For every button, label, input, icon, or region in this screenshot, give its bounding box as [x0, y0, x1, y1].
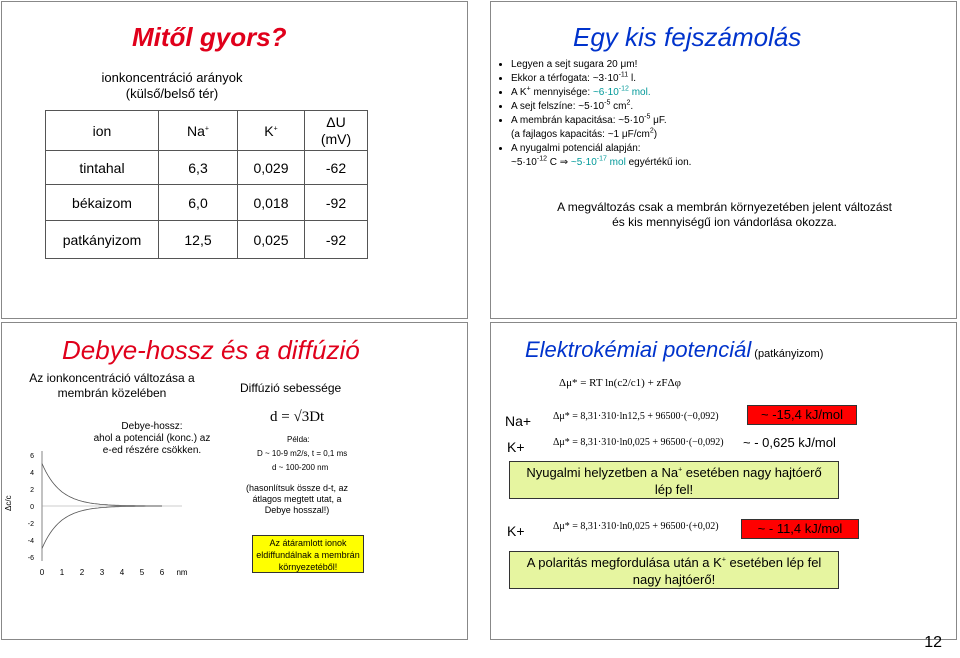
calculation-list [499, 58, 951, 170]
x-tick-label: 4 [119, 568, 125, 577]
k-formula: Δμ* = 8,31·310·ln0,025 + 96500·(−0,092) [553, 437, 724, 448]
header-ion: ion [46, 111, 159, 151]
x-tick-label: 1 [59, 568, 65, 577]
list-item: • A sejt felszíne: $\sim 5\cdot 10^{-5}$ $cm^2$. [511, 100, 951, 114]
subtitle-line-1: ionkoncentráció arányok [101, 70, 243, 85]
diffusion-formula: d = √3Dt [270, 409, 325, 425]
slide-4 [490, 322, 957, 640]
list-item: • A nyugalmi potenciál alapján: $\sim 5\cdot 10^{-12}$ C ⇒ $\sim 5\cdot 10^{-17}$ mol egyértékű ion. [511, 142, 951, 170]
general-formula: Δμ* = RT ln(c2/c1) + zFΔφ [559, 377, 681, 389]
na-result-box: ~ -15,4 kJ/mol [747, 405, 857, 425]
y-tick-label: -2 [27, 521, 34, 528]
positive-curve [42, 464, 162, 506]
slide-4-title: Elektrokémiai potenciál (patkányizom) [525, 337, 824, 362]
na-formula: Δμ* = 8,31·310·ln12,5 + 96500·(−0,092) [553, 411, 719, 422]
na-label: Na+ [505, 413, 532, 429]
debye-definition: Debye-hossz: ahol a potenciál (konc.) az e-ed részére csökken. [93, 421, 211, 456]
y-tick-label: -6 [27, 555, 34, 562]
slide-3-title: Debye-hossz és a diffúzió [62, 335, 360, 365]
ion-ratio-table [45, 110, 368, 259]
k-result: ~ - 0,625 kJ/mol [743, 435, 836, 450]
example-label: Példa: [287, 435, 310, 444]
y-tick-label: 0 [30, 504, 34, 511]
k2-result-box: ~ - 11,4 kJ/mol [741, 519, 859, 539]
slide-2 [490, 1, 957, 319]
slide-1 [1, 1, 468, 319]
y-axis-label: Δc/c [4, 495, 13, 511]
example-line-2: d ~ 100-200 nm [272, 463, 329, 472]
slide-3 [1, 322, 468, 640]
diffusion-title: Diffúzió sebessége [240, 381, 342, 395]
x-tick-label: 0 [39, 568, 45, 577]
k2-formula: Δμ* = 8,31·310·ln0,025 + 96500·(+0,02) [553, 521, 719, 532]
header-du: ΔU (mV) [305, 111, 368, 151]
list-item: • A membrán kapacitása: $\sim 5\cdot 10^{-5}$ μF. (a fajlagos kapacitás: ~1 $\mu F/cm^2$) [511, 114, 951, 142]
conclusion-note: A megváltozás csak a membrán környezetében jelent változást és kis mennyiségű ion vándorlása okozza. [557, 200, 892, 229]
page-number: 12 [924, 634, 942, 651]
y-tick-label: 4 [30, 470, 34, 477]
example-line-1: D ~ 10-9 m2/s, t = 0,1 ms [257, 449, 348, 458]
header-k: K+ [238, 111, 305, 151]
x-tick-label: 2 [79, 568, 85, 577]
slide-2-title: Egy kis fejszámolás [573, 22, 802, 52]
table-row: békaizom 6,0 0,018 -92 [46, 185, 368, 221]
x-tick-label: 5 [139, 568, 145, 577]
x-tick-label: 6 [159, 568, 165, 577]
list-item: • Ekkor a térfogata: $\sim 3\cdot 10^{-11}$ l. [511, 72, 951, 86]
table-row: patkányizom 12,5 0,025 -92 [46, 221, 368, 259]
subtitle-line-2: (külső/belső tér) [125, 86, 219, 101]
y-tick-label: 2 [30, 487, 34, 494]
x-unit-label: nm [176, 568, 188, 577]
negative-curve [42, 506, 162, 548]
y-tick-label: 6 [30, 453, 34, 460]
slide-1-title: Mitől gyors? [132, 22, 287, 52]
list-item: • A K+ mennyisége: $\sim 6\cdot 10^{-12}$ mol. [511, 86, 951, 100]
diffusion-box: Az átáramlott ionok eldiffundálnak a membrán környezetéből! [252, 535, 364, 573]
left-text: Az ionkoncentráció változása a membrán közelében [29, 371, 195, 400]
list-item: • Legyen a sejt sugara 20 μm! [511, 58, 951, 72]
table-row: tintahal 6,3 0,029 -62 [46, 151, 368, 185]
k-label: K+ [507, 439, 525, 455]
compare-note: (hasonlítsuk össze d-t, az átlagos megtett utat, a Debye hosszal!) [245, 483, 349, 515]
x-tick-label: 3 [99, 568, 105, 577]
resting-state-box: Nyugalmi helyzetben a Na+ esetében nagy hajtóerő lép fel! [509, 461, 839, 499]
k2-label: K+ [507, 523, 525, 539]
header-na: Na+ [159, 111, 238, 151]
polarity-box: A polaritás megfordulása után a K+ esetében lép fel nagy hajtóerő! [509, 551, 839, 589]
subtitle [2, 70, 342, 102]
concentration-chart [14, 443, 209, 588]
y-tick-label: -4 [27, 538, 34, 545]
